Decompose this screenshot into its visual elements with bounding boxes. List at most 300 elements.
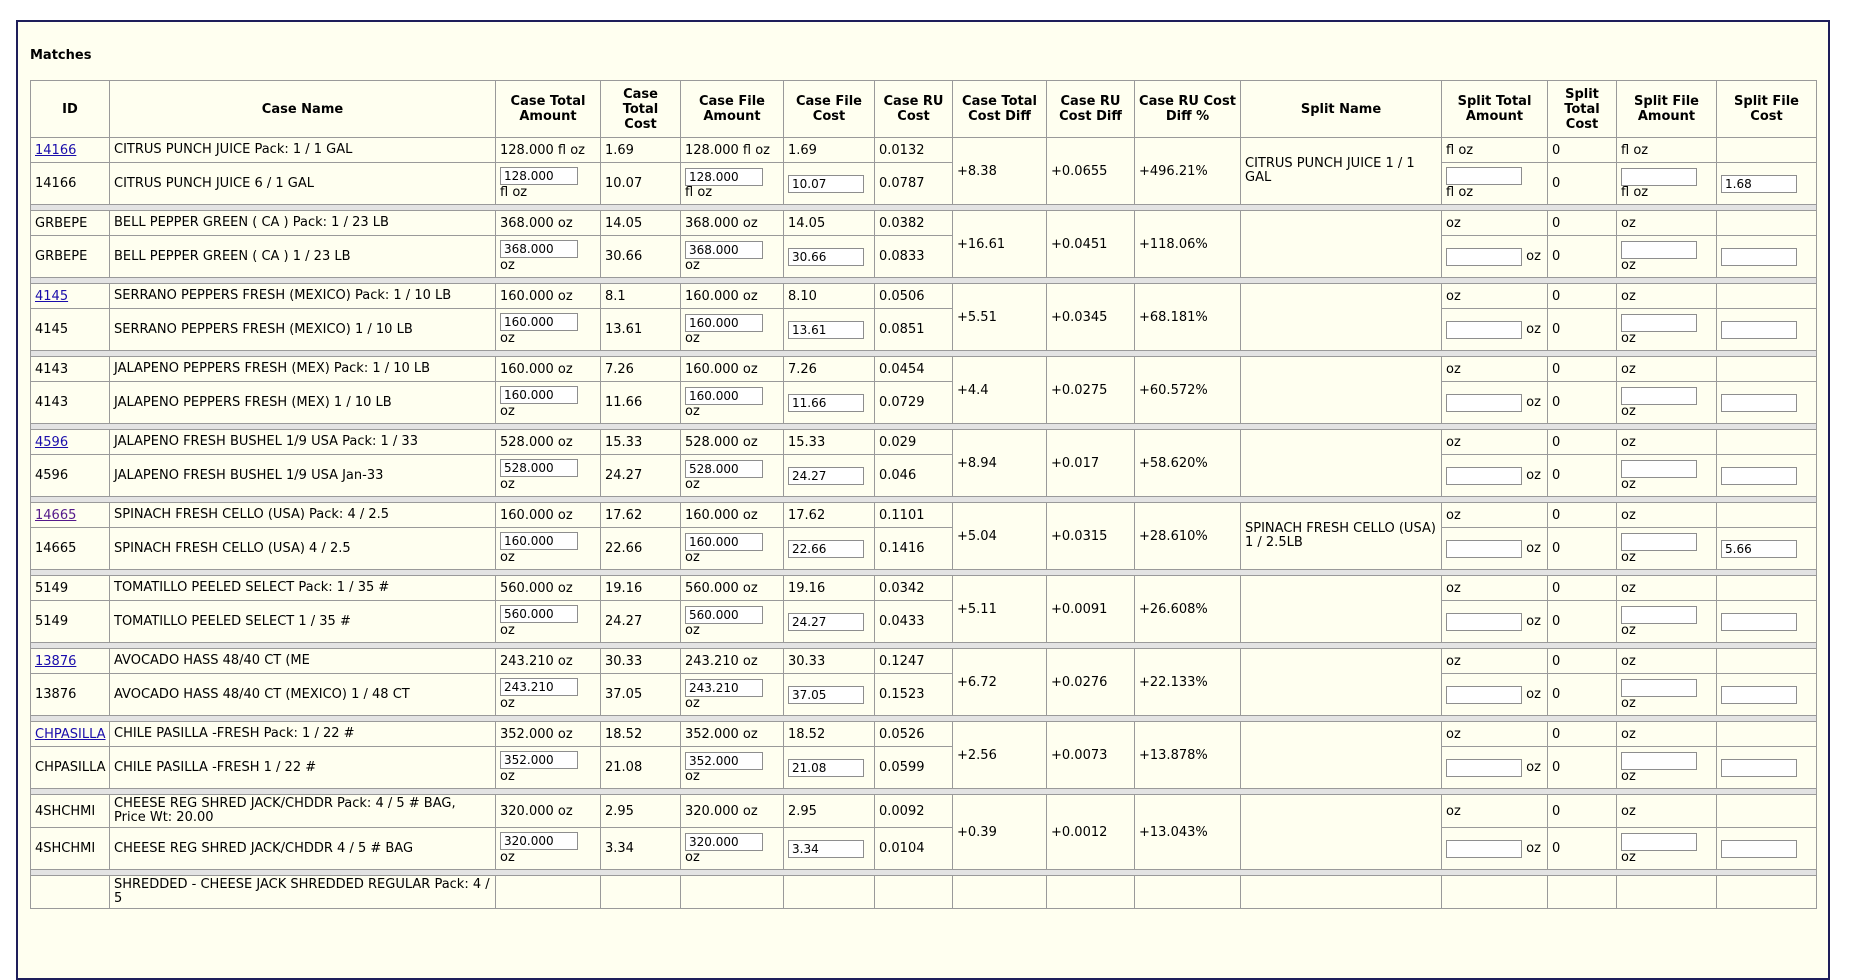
cell-split-file-amount-edit [1617,236,1717,278]
cell-case-total-cost: 11.66 [601,382,681,424]
cell-case-total-cost: 18.52 [601,722,681,747]
id-link[interactable]: CHPASILLA [35,726,106,742]
case-total-amount-input[interactable] [500,751,578,769]
split-total-amount-input[interactable] [1446,686,1522,704]
cell-split-name: CITRUS PUNCH JUICE 1 / 1 GAL [1241,138,1442,205]
cell-case-total-amount-edit [496,601,601,643]
split-file-amount-input[interactable] [1621,533,1697,551]
cell-case-name: CHEESE REG SHRED JACK/CHDDR 4 / 5 # BAG [110,828,496,870]
split-file-cost-input[interactable] [1721,321,1797,339]
col-header-case-total-cost-diff: Case Total Cost Diff [953,81,1047,138]
cell-case-ru-cost-diff: +0.0012 [1047,795,1135,870]
cell-case-ru-cost-diff: +0.0315 [1047,503,1135,570]
cell-case-ru-cost: 0.1416 [875,528,953,570]
unit-label: oz [685,477,700,492]
cell-case-ru-cost-diff: +0.0091 [1047,576,1135,643]
split-total-amount-input[interactable] [1446,394,1522,412]
split-file-cost-input[interactable] [1721,840,1797,858]
cell-case-name: SHREDDED - CHEESE JACK SHREDDED REGULAR Pack: 4 / 5 [110,876,496,909]
cell-case-total-amount-edit [496,528,601,570]
unit-label: oz [1621,477,1636,492]
case-file-amount-input[interactable] [685,606,763,624]
case-file-cost-input[interactable] [788,686,864,704]
cell-split-total-cost: 0 [1548,576,1617,601]
unit-label: oz [1526,468,1541,483]
cell-split-file-cost-empty [1717,576,1817,601]
cell-case-total-cost: 21.08 [601,747,681,789]
cell-case-total-cost: 1.69 [601,138,681,163]
cell-case-file-amount-edit [681,455,784,497]
split-file-amount-input[interactable] [1621,606,1697,624]
cell-case-name: SPINACH FRESH CELLO (USA) Pack: 4 / 2.5 [110,503,496,528]
case-file-cost-input[interactable] [788,759,864,777]
cell-id: CHPASILLA [31,747,110,789]
cell-split-file-cost-edit [1717,163,1817,205]
cell-case-total-cost: 24.27 [601,455,681,497]
col-header-split-total-amount: Split Total Amount [1442,81,1548,138]
cell-case-file-cost-edit [784,163,875,205]
cell-case-file-cost-edit [784,747,875,789]
unit-label: fl oz [500,185,528,200]
unit-label: oz [685,550,700,565]
cell-split-total-cost: 0 [1548,236,1617,278]
cell-split-total-amount: oz [1442,576,1548,601]
col-header-case-total-amount: Case Total Amount [496,81,601,138]
cell-empty [784,876,875,909]
cell-split-total-amount-edit [1442,674,1548,716]
id-link[interactable]: 4596 [35,434,69,450]
case-file-cost-input[interactable] [788,467,864,485]
cell-split-file-cost-empty [1717,211,1817,236]
cell-case-file-amount: 128.000 fl oz [681,138,784,163]
case-file-cost-input[interactable] [788,248,864,266]
unit-label: oz [1526,614,1541,629]
cell-split-file-cost-empty [1717,284,1817,309]
split-total-amount-input[interactable] [1446,759,1522,777]
cell-case-file-amount-edit [681,828,784,870]
split-file-cost-input[interactable] [1721,613,1797,631]
cell-split-file-amount: oz [1617,649,1717,674]
unit-label: oz [1526,322,1541,337]
cell-case-ru-cost-diff-pct: +22.133% [1135,649,1241,716]
col-header-split-name: Split Name [1241,81,1442,138]
col-header-split-file-amount: Split File Amount [1617,81,1717,138]
cell-case-total-cost-diff: +6.72 [953,649,1047,716]
col-header-split-file-cost: Split File Cost [1717,81,1817,138]
cell-case-file-cost: 30.33 [784,649,875,674]
split-file-amount-input[interactable] [1621,387,1697,405]
unit-label: oz [1526,687,1541,702]
table-row-input [31,747,1817,789]
unit-label: oz [500,258,515,273]
cell-empty [1717,876,1817,909]
cell-split-file-amount-edit [1617,382,1717,424]
split-file-cost-input[interactable] [1721,467,1797,485]
col-header-case-ru-cost-diff: Case RU Cost Diff [1047,81,1135,138]
split-total-amount-input[interactable] [1446,840,1522,858]
cell-split-name [1241,211,1442,278]
cell-split-total-amount: oz [1442,795,1548,828]
cell-split-file-amount: fl oz [1617,138,1717,163]
cell-id [31,876,110,909]
split-file-cost-input[interactable] [1721,394,1797,412]
case-file-amount-input[interactable] [685,387,763,405]
case-file-cost-input[interactable] [788,321,864,339]
cell-empty [681,876,784,909]
cell-id: 4143 [31,382,110,424]
cell-case-name: TOMATILLO PEELED SELECT 1 / 35 # [110,601,496,643]
cell-empty [601,876,681,909]
cell-split-file-amount: oz [1617,503,1717,528]
cell-id [31,430,110,455]
cell-split-file-cost-empty [1717,138,1817,163]
cell-case-total-cost: 2.95 [601,795,681,828]
cell-split-file-amount: oz [1617,576,1717,601]
cell-split-total-cost: 0 [1548,747,1617,789]
unit-label: oz [1526,841,1541,856]
cell-case-total-cost: 19.16 [601,576,681,601]
cell-case-name: BELL PEPPER GREEN ( CA ) 1 / 23 LB [110,236,496,278]
id-link[interactable]: 4145 [35,288,69,304]
cell-split-total-amount: oz [1442,357,1548,382]
unit-label: fl oz [1446,185,1474,200]
cell-split-total-amount: oz [1442,649,1548,674]
col-header-case-ru-cost-diff-pct: Case RU Cost Diff % [1135,81,1241,138]
cell-case-total-cost: 8.1 [601,284,681,309]
unit-label: oz [685,623,700,638]
cell-id: 14166 [31,163,110,205]
cell-split-file-cost-edit [1717,309,1817,351]
table-row-input [31,163,1817,205]
cell-case-file-amount: 243.210 oz [681,649,784,674]
cell-case-ru-cost-diff-pct: +26.608% [1135,576,1241,643]
cell-case-ru-cost: 0.0342 [875,576,953,601]
cell-split-name [1241,576,1442,643]
cell-case-ru-cost: 0.0851 [875,309,953,351]
cell-case-ru-cost: 0.029 [875,430,953,455]
cell-split-file-cost-edit [1717,747,1817,789]
case-file-amount-input[interactable] [685,460,763,478]
cell-split-total-cost: 0 [1548,528,1617,570]
cell-case-total-amount: 528.000 oz [496,430,601,455]
cell-split-file-amount-edit [1617,747,1717,789]
cell-case-file-cost-edit [784,236,875,278]
id-link[interactable]: 13876 [35,653,77,669]
cell-id: 4SHCHMI [31,828,110,870]
cell-case-ru-cost-diff-pct: +13.043% [1135,795,1241,870]
matches-panel [16,20,1830,980]
split-file-amount-input[interactable] [1621,833,1697,851]
cell-case-ru-cost: 0.046 [875,455,953,497]
case-total-amount-input[interactable] [500,832,578,850]
unit-label: oz [1621,623,1636,638]
cell-split-total-cost: 0 [1548,455,1617,497]
col-header-split-total-cost: Split Total Cost [1548,81,1617,138]
case-file-amount-input[interactable] [685,168,763,186]
unit-label: oz [685,696,700,711]
case-file-cost-input[interactable] [788,394,864,412]
cell-case-total-cost-diff: +0.39 [953,795,1047,870]
cell-case-total-cost: 10.07 [601,163,681,205]
cell-case-total-amount: 352.000 oz [496,722,601,747]
case-total-amount-input[interactable] [500,678,578,696]
unit-label: oz [685,769,700,784]
cell-split-file-cost-edit [1717,828,1817,870]
cell-case-ru-cost-diff-pct: +28.610% [1135,503,1241,570]
cell-id [31,284,110,309]
case-total-amount-input[interactable] [500,240,578,258]
split-file-cost-input[interactable] [1721,759,1797,777]
cell-split-total-cost: 0 [1548,430,1617,455]
split-total-amount-input[interactable] [1446,321,1522,339]
case-file-amount-input[interactable] [685,833,763,851]
cell-case-ru-cost-diff-pct: +58.620% [1135,430,1241,497]
cell-case-file-cost-edit [784,601,875,643]
cell-case-total-cost-diff: +5.11 [953,576,1047,643]
cell-case-file-cost: 14.05 [784,211,875,236]
cell-split-file-amount: oz [1617,722,1717,747]
cell-case-name: SERRANO PEPPERS FRESH (MEXICO) 1 / 10 LB [110,309,496,351]
unit-label: oz [1621,404,1636,419]
cell-case-total-amount-edit [496,309,601,351]
cell-split-total-amount-edit [1442,163,1548,205]
cell-case-file-cost: 8.10 [784,284,875,309]
cell-id: 4145 [31,309,110,351]
cell-id: 4143 [31,357,110,382]
cell-split-file-amount-edit [1617,674,1717,716]
split-total-amount-input[interactable] [1446,248,1522,266]
cell-split-total-cost: 0 [1548,674,1617,716]
split-total-amount-input[interactable] [1446,167,1522,185]
unit-label: oz [500,850,515,865]
unit-label: oz [1526,249,1541,264]
table-row-input [31,601,1817,643]
col-header-id: ID [31,81,110,138]
cell-split-total-cost: 0 [1548,211,1617,236]
case-file-cost-input[interactable] [788,540,864,558]
cell-case-total-cost-diff: +5.04 [953,503,1047,570]
cell-case-file-amount: 160.000 oz [681,357,784,382]
split-total-amount-input[interactable] [1446,467,1522,485]
cell-id [31,138,110,163]
split-file-amount-input[interactable] [1621,752,1697,770]
case-file-amount-input[interactable] [685,314,763,332]
unit-label: oz [685,258,700,273]
unit-label: oz [1621,696,1636,711]
unit-label: oz [1621,769,1636,784]
cell-split-total-cost: 0 [1548,138,1617,163]
cell-split-total-amount: oz [1442,722,1548,747]
table-row-case [31,430,1817,455]
split-file-cost-input[interactable] [1721,248,1797,266]
cell-case-file-cost: 1.69 [784,138,875,163]
case-total-amount-input[interactable] [500,605,578,623]
case-file-amount-input[interactable] [685,752,763,770]
table-row-input [31,382,1817,424]
cell-split-total-cost: 0 [1548,795,1617,828]
table-row-input [31,236,1817,278]
cell-case-total-amount: 160.000 oz [496,503,601,528]
cell-split-file-cost-edit [1717,455,1817,497]
cell-split-name: SPINACH FRESH CELLO (USA) 1 / 2.5LB [1241,503,1442,570]
cell-case-name: JALAPENO FRESH BUSHEL 1/9 USA Jan-33 [110,455,496,497]
unit-label: oz [500,769,515,784]
unit-label: oz [1526,760,1541,775]
cell-case-ru-cost-diff-pct: +60.572% [1135,357,1241,424]
case-file-amount-input[interactable] [685,679,763,697]
id-link[interactable]: 14665 [35,507,77,523]
cell-empty [1548,876,1617,909]
cell-split-file-amount: oz [1617,795,1717,828]
cell-split-file-cost-edit [1717,528,1817,570]
unit-label: oz [1621,331,1636,346]
cell-id: 14665 [31,528,110,570]
cell-split-file-cost-edit [1717,382,1817,424]
cell-case-total-amount-edit [496,455,601,497]
case-total-amount-input[interactable] [500,532,578,550]
cell-empty [1442,876,1548,909]
cell-case-ru-cost-diff: +0.017 [1047,430,1135,497]
cell-case-total-cost: 22.66 [601,528,681,570]
case-total-amount-input[interactable] [500,313,578,331]
split-file-amount-input[interactable] [1621,460,1697,478]
cell-case-file-cost: 2.95 [784,795,875,828]
case-file-cost-input[interactable] [788,613,864,631]
cell-split-total-cost: 0 [1548,382,1617,424]
cell-case-total-cost: 24.27 [601,601,681,643]
cell-split-file-cost-empty [1717,649,1817,674]
cell-case-total-cost: 30.66 [601,236,681,278]
table-row-input [31,309,1817,351]
cell-split-total-cost: 0 [1548,503,1617,528]
cell-case-file-cost-edit [784,674,875,716]
cell-case-total-amount-edit [496,828,601,870]
cell-split-total-amount-edit [1442,601,1548,643]
cell-case-total-cost-diff: +5.51 [953,284,1047,351]
cell-split-total-amount: oz [1442,211,1548,236]
cell-split-file-amount-edit [1617,455,1717,497]
cell-case-ru-cost: 0.0506 [875,284,953,309]
cell-case-ru-cost-diff: +0.0345 [1047,284,1135,351]
cell-case-ru-cost: 0.1247 [875,649,953,674]
cell-split-total-amount-edit [1442,309,1548,351]
case-total-amount-input[interactable] [500,167,578,185]
cell-case-ru-cost-diff: +0.0275 [1047,357,1135,424]
unit-label: oz [1526,395,1541,410]
col-header-case-ru-cost: Case RU Cost [875,81,953,138]
case-total-amount-input[interactable] [500,459,578,477]
split-file-cost-input[interactable] [1721,686,1797,704]
cell-empty [1617,876,1717,909]
cell-case-name: SERRANO PEPPERS FRESH (MEXICO) Pack: 1 / 10 LB [110,284,496,309]
cell-case-ru-cost-diff: +0.0276 [1047,649,1135,716]
split-file-amount-input[interactable] [1621,168,1697,186]
cell-split-total-amount-edit [1442,747,1548,789]
cell-split-total-amount-edit [1442,236,1548,278]
cell-case-ru-cost: 0.0526 [875,722,953,747]
cell-case-total-cost-diff: +16.61 [953,211,1047,278]
cell-split-file-amount-edit [1617,309,1717,351]
cell-case-total-cost-diff: +4.4 [953,357,1047,424]
cell-case-file-amount-edit [681,601,784,643]
split-file-amount-input[interactable] [1621,241,1697,259]
cell-split-name [1241,357,1442,424]
cell-split-total-amount-edit [1442,382,1548,424]
table-row-case [31,357,1817,382]
cell-case-name: CHILE PASILLA -FRESH 1 / 22 # [110,747,496,789]
cell-case-total-cost-diff: +8.94 [953,430,1047,497]
cell-id: 4SHCHMI [31,795,110,828]
split-file-cost-input[interactable] [1721,175,1797,193]
cell-id: GRBEPE [31,211,110,236]
table-row-case [31,138,1817,163]
cell-case-ru-cost: 0.0104 [875,828,953,870]
col-header-case-file-amount: Case File Amount [681,81,784,138]
cell-case-total-cost: 3.34 [601,828,681,870]
unit-label: oz [500,477,515,492]
cell-case-name: TOMATILLO PEELED SELECT Pack: 1 / 35 # [110,576,496,601]
table-row-case [31,722,1817,747]
case-file-cost-input[interactable] [788,840,864,858]
cell-case-total-amount-edit [496,236,601,278]
split-file-amount-input[interactable] [1621,679,1697,697]
cell-case-total-amount-edit [496,163,601,205]
cell-id [31,503,110,528]
cell-split-file-cost-empty [1717,795,1817,828]
table-row-case-partial [31,876,1817,909]
case-file-cost-input[interactable] [788,175,864,193]
id-link[interactable]: 14166 [35,142,77,158]
cell-case-name: SPINACH FRESH CELLO (USA) 4 / 2.5 [110,528,496,570]
unit-label: oz [500,404,515,419]
split-total-amount-input[interactable] [1446,540,1522,558]
cell-case-total-amount: 128.000 fl oz [496,138,601,163]
split-total-amount-input[interactable] [1446,613,1522,631]
case-total-amount-input[interactable] [500,386,578,404]
matches-table [30,80,1817,909]
cell-case-total-amount-edit [496,382,601,424]
cell-case-total-amount: 243.210 oz [496,649,601,674]
cell-empty [953,876,1047,909]
cell-split-total-amount: oz [1442,284,1548,309]
cell-split-total-cost: 0 [1548,163,1617,205]
table-row-input [31,528,1817,570]
cell-split-total-amount-edit [1442,828,1548,870]
cell-split-name [1241,284,1442,351]
cell-case-ru-cost: 0.0787 [875,163,953,205]
cell-split-total-amount: fl oz [1442,138,1548,163]
cell-split-file-amount: oz [1617,284,1717,309]
cell-empty [875,876,953,909]
table-row-case [31,576,1817,601]
cell-case-name: CHEESE REG SHRED JACK/CHDDR Pack: 4 / 5 # BAG, Price Wt: 20.00 [110,795,496,828]
cell-case-file-amount-edit [681,236,784,278]
cell-case-ru-cost: 0.0132 [875,138,953,163]
cell-case-name: AVOCADO HASS 48/40 CT (ME [110,649,496,674]
cell-split-file-cost-edit [1717,236,1817,278]
case-file-amount-input[interactable] [685,241,763,259]
cell-case-file-amount: 368.000 oz [681,211,784,236]
matches-body [31,138,1817,909]
cell-case-total-amount: 560.000 oz [496,576,601,601]
cell-case-ru-cost: 0.0433 [875,601,953,643]
unit-label: fl oz [685,185,713,200]
cell-split-total-cost: 0 [1548,284,1617,309]
split-file-amount-input[interactable] [1621,314,1697,332]
cell-case-name: BELL PEPPER GREEN ( CA ) Pack: 1 / 23 LB [110,211,496,236]
split-file-cost-input[interactable] [1721,540,1797,558]
case-file-amount-input[interactable] [685,533,763,551]
